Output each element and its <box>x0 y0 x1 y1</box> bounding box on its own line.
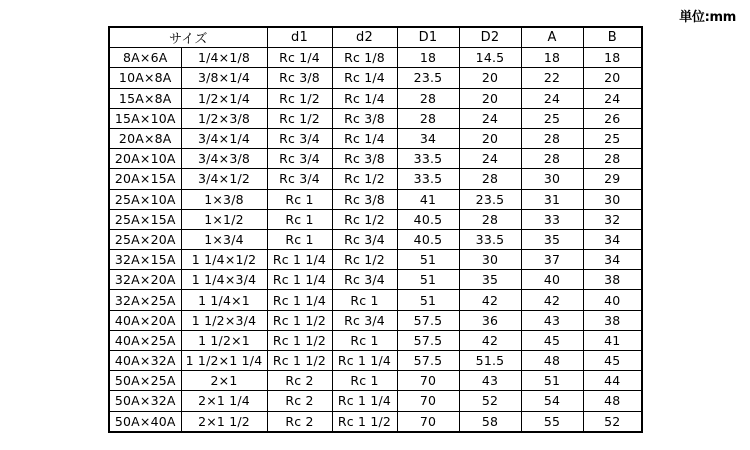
cell-D1: 57.5 <box>397 351 459 371</box>
cell-size-nominal: 50A×32A <box>109 391 181 411</box>
cell-d2: Rc 1 1/2 <box>332 411 397 432</box>
cell-d1: Rc 1/2 <box>267 88 332 108</box>
table-row <box>109 351 642 371</box>
cell-d1: Rc 1 <box>267 209 332 229</box>
cell-size-nominal: 32A×20A <box>109 270 181 290</box>
table-row <box>109 68 642 88</box>
cell-D2: 30 <box>459 250 521 270</box>
cell-B: 30 <box>583 189 642 209</box>
header-D2: D2 <box>459 27 521 48</box>
table-row <box>109 250 642 270</box>
cell-size-nominal: 40A×20A <box>109 310 181 330</box>
table-row <box>109 411 642 432</box>
cell-size-inch: 2×1 <box>181 371 267 391</box>
cell-size-inch: 1 1/2×1 1/4 <box>181 351 267 371</box>
header-row <box>109 27 642 48</box>
cell-size-nominal: 50A×40A <box>109 411 181 432</box>
cell-size-inch: 1×1/2 <box>181 209 267 229</box>
cell-A: 40 <box>521 270 583 290</box>
cell-d2: Rc 1/4 <box>332 88 397 108</box>
table-row <box>109 209 642 229</box>
cell-size-nominal: 8A×6A <box>109 48 181 68</box>
table-row <box>109 149 642 169</box>
cell-D2: 20 <box>459 68 521 88</box>
cell-D1: 57.5 <box>397 330 459 350</box>
cell-A: 45 <box>521 330 583 350</box>
cell-B: 26 <box>583 108 642 128</box>
cell-d2: Rc 1/8 <box>332 48 397 68</box>
header-B: B <box>583 27 642 48</box>
cell-size-nominal: 25A×10A <box>109 189 181 209</box>
cell-d1: Rc 1 1/4 <box>267 290 332 310</box>
cell-D2: 33.5 <box>459 229 521 249</box>
cell-size-inch: 1×3/4 <box>181 229 267 249</box>
cell-d2: Rc 1/2 <box>332 209 397 229</box>
cell-size-nominal: 15A×8A <box>109 88 181 108</box>
cell-A: 54 <box>521 391 583 411</box>
cell-B: 20 <box>583 68 642 88</box>
cell-B: 48 <box>583 391 642 411</box>
cell-B: 32 <box>583 209 642 229</box>
cell-B: 34 <box>583 229 642 249</box>
cell-A: 30 <box>521 169 583 189</box>
cell-A: 42 <box>521 290 583 310</box>
cell-A: 25 <box>521 108 583 128</box>
table-row <box>109 330 642 350</box>
cell-D1: 51 <box>397 290 459 310</box>
table-row <box>109 270 642 290</box>
cell-D2: 24 <box>459 108 521 128</box>
cell-d1: Rc 1 1/2 <box>267 310 332 330</box>
cell-D2: 23.5 <box>459 189 521 209</box>
cell-B: 44 <box>583 371 642 391</box>
cell-d2: Rc 1/2 <box>332 169 397 189</box>
cell-A: 31 <box>521 189 583 209</box>
cell-size-nominal: 20A×15A <box>109 169 181 189</box>
cell-B: 28 <box>583 149 642 169</box>
cell-d2: Rc 3/8 <box>332 149 397 169</box>
cell-d2: Rc 1 <box>332 330 397 350</box>
cell-D1: 33.5 <box>397 169 459 189</box>
cell-A: 33 <box>521 209 583 229</box>
cell-size-inch: 1 1/4×1/2 <box>181 250 267 270</box>
cell-B: 29 <box>583 169 642 189</box>
cell-size-inch: 1/2×1/4 <box>181 88 267 108</box>
cell-D1: 23.5 <box>397 68 459 88</box>
cell-d1: Rc 2 <box>267 391 332 411</box>
cell-d1: Rc 1 1/2 <box>267 330 332 350</box>
cell-D1: 51 <box>397 250 459 270</box>
cell-size-inch: 1 1/4×3/4 <box>181 270 267 290</box>
cell-size-nominal: 20A×10A <box>109 149 181 169</box>
cell-D1: 40.5 <box>397 229 459 249</box>
cell-d2: Rc 3/8 <box>332 189 397 209</box>
cell-size-inch: 3/8×1/4 <box>181 68 267 88</box>
cell-D2: 43 <box>459 371 521 391</box>
table-body <box>109 48 642 432</box>
cell-A: 51 <box>521 371 583 391</box>
cell-d1: Rc 1/2 <box>267 108 332 128</box>
cell-D2: 58 <box>459 411 521 432</box>
cell-size-nominal: 15A×10A <box>109 108 181 128</box>
cell-D2: 20 <box>459 88 521 108</box>
cell-A: 28 <box>521 149 583 169</box>
cell-size-nominal: 50A×25A <box>109 371 181 391</box>
cell-A: 37 <box>521 250 583 270</box>
cell-D1: 57.5 <box>397 310 459 330</box>
cell-size-nominal: 10A×8A <box>109 68 181 88</box>
cell-D2: 36 <box>459 310 521 330</box>
unit-label: 単位:mm <box>679 10 736 25</box>
table-row <box>109 391 642 411</box>
cell-d2: Rc 3/8 <box>332 108 397 128</box>
cell-d2: Rc 3/4 <box>332 229 397 249</box>
cell-d2: Rc 1 1/4 <box>332 351 397 371</box>
cell-d1: Rc 3/8 <box>267 68 332 88</box>
cell-d1: Rc 3/4 <box>267 128 332 148</box>
cell-d2: Rc 1/4 <box>332 128 397 148</box>
table-row <box>109 88 642 108</box>
cell-d2: Rc 1/4 <box>332 68 397 88</box>
header-d2: d2 <box>332 27 397 48</box>
header-D1: D1 <box>397 27 459 48</box>
cell-D1: 70 <box>397 391 459 411</box>
table-row <box>109 189 642 209</box>
cell-B: 41 <box>583 330 642 350</box>
cell-A: 43 <box>521 310 583 330</box>
cell-size-inch: 2×1 1/4 <box>181 391 267 411</box>
cell-B: 18 <box>583 48 642 68</box>
cell-D1: 28 <box>397 108 459 128</box>
cell-d1: Rc 2 <box>267 371 332 391</box>
cell-size-nominal: 32A×25A <box>109 290 181 310</box>
cell-d2: Rc 1 <box>332 290 397 310</box>
header-d1: d1 <box>267 27 332 48</box>
header-size: サイズ <box>109 27 267 48</box>
cell-D2: 24 <box>459 149 521 169</box>
cell-d1: Rc 2 <box>267 411 332 432</box>
cell-A: 28 <box>521 128 583 148</box>
table-header <box>109 27 642 48</box>
cell-d1: Rc 1 1/2 <box>267 351 332 371</box>
cell-d2: Rc 1/2 <box>332 250 397 270</box>
cell-size-inch: 1/2×3/8 <box>181 108 267 128</box>
table-row <box>109 310 642 330</box>
cell-A: 22 <box>521 68 583 88</box>
cell-D2: 52 <box>459 391 521 411</box>
cell-D1: 18 <box>397 48 459 68</box>
header-A: A <box>521 27 583 48</box>
cell-d1: Rc 1 1/4 <box>267 250 332 270</box>
cell-size-nominal: 25A×15A <box>109 209 181 229</box>
cell-size-inch: 1 1/4×1 <box>181 290 267 310</box>
cell-D1: 28 <box>397 88 459 108</box>
cell-size-nominal: 20A×8A <box>109 128 181 148</box>
cell-D1: 40.5 <box>397 209 459 229</box>
cell-B: 38 <box>583 310 642 330</box>
cell-D2: 28 <box>459 169 521 189</box>
cell-D1: 51 <box>397 270 459 290</box>
cell-d2: Rc 3/4 <box>332 270 397 290</box>
cell-B: 52 <box>583 411 642 432</box>
cell-A: 18 <box>521 48 583 68</box>
cell-d1: Rc 3/4 <box>267 149 332 169</box>
cell-size-nominal: 32A×15A <box>109 250 181 270</box>
table-row <box>109 371 642 391</box>
cell-D2: 28 <box>459 209 521 229</box>
table-row <box>109 128 642 148</box>
cell-D2: 42 <box>459 290 521 310</box>
cell-size-inch: 1 1/2×1 <box>181 330 267 350</box>
cell-size-nominal: 40A×32A <box>109 351 181 371</box>
cell-size-inch: 3/4×1/2 <box>181 169 267 189</box>
cell-A: 35 <box>521 229 583 249</box>
cell-B: 34 <box>583 250 642 270</box>
cell-B: 40 <box>583 290 642 310</box>
cell-d2: Rc 1 1/4 <box>332 391 397 411</box>
cell-A: 55 <box>521 411 583 432</box>
cell-size-nominal: 40A×25A <box>109 330 181 350</box>
cell-D2: 14.5 <box>459 48 521 68</box>
cell-size-inch: 2×1 1/2 <box>181 411 267 432</box>
cell-A: 48 <box>521 351 583 371</box>
cell-d2: Rc 1 <box>332 371 397 391</box>
cell-D2: 51.5 <box>459 351 521 371</box>
cell-size-nominal: 25A×20A <box>109 229 181 249</box>
dimension-table <box>108 26 643 433</box>
cell-B: 25 <box>583 128 642 148</box>
cell-D2: 20 <box>459 128 521 148</box>
cell-d1: Rc 3/4 <box>267 169 332 189</box>
cell-D2: 42 <box>459 330 521 350</box>
cell-D1: 70 <box>397 371 459 391</box>
cell-d2: Rc 3/4 <box>332 310 397 330</box>
cell-B: 38 <box>583 270 642 290</box>
cell-d1: Rc 1 <box>267 229 332 249</box>
cell-size-inch: 3/4×3/8 <box>181 149 267 169</box>
cell-size-inch: 1/4×1/8 <box>181 48 267 68</box>
table-row <box>109 229 642 249</box>
cell-D1: 41 <box>397 189 459 209</box>
cell-A: 24 <box>521 88 583 108</box>
table-row <box>109 290 642 310</box>
cell-D1: 33.5 <box>397 149 459 169</box>
cell-B: 45 <box>583 351 642 371</box>
cell-size-inch: 3/4×1/4 <box>181 128 267 148</box>
table-row <box>109 169 642 189</box>
cell-d1: Rc 1 1/4 <box>267 270 332 290</box>
cell-D2: 35 <box>459 270 521 290</box>
cell-B: 24 <box>583 88 642 108</box>
cell-size-inch: 1×3/8 <box>181 189 267 209</box>
cell-D1: 70 <box>397 411 459 432</box>
cell-size-inch: 1 1/2×3/4 <box>181 310 267 330</box>
table-row <box>109 108 642 128</box>
cell-d1: Rc 1/4 <box>267 48 332 68</box>
cell-D1: 34 <box>397 128 459 148</box>
table-row <box>109 48 642 68</box>
cell-d1: Rc 1 <box>267 189 332 209</box>
